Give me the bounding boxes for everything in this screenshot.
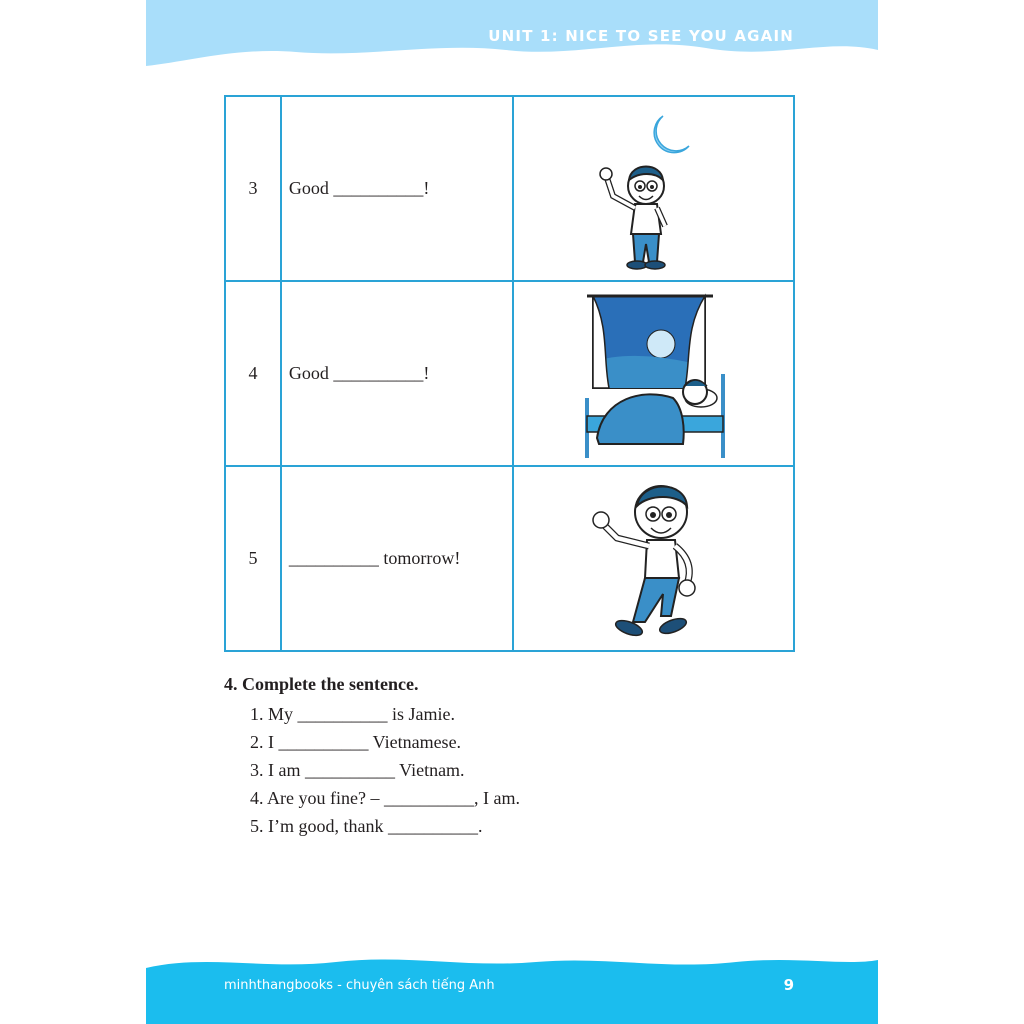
row-number: 4 [225,281,281,466]
table-row [225,466,794,651]
row-sentence: Good __________! [281,96,513,281]
publisher-footer: minhthangbooks - chuyên sách tiếng Anh [224,978,495,993]
book-page [146,0,878,1024]
list-item: 5. I’m good, thank __________. [250,816,483,836]
list-item: 4. Are you fine? – __________, I am. [250,788,520,808]
page-number: 9 [783,976,794,994]
row-sentence: Good __________! [281,281,513,466]
unit-title: UNIT 1: NICE TO SEE YOU AGAIN [488,27,794,45]
exercise-list [250,700,520,840]
list-item: 3. I am __________ Vietnam. [250,760,465,780]
greetings-table [224,95,795,652]
row-picture [513,96,794,281]
table-row [225,96,794,281]
table-row [225,281,794,466]
row-number: 5 [225,466,281,651]
boy-walking-waving-icon [583,474,723,644]
exercise-title: 4. Complete the sentence. [224,674,419,694]
row-sentence: __________ tomorrow! [281,466,513,651]
boy-waving-at-night-icon [583,104,723,274]
boy-sleeping-in-bed-icon [573,288,733,460]
row-picture [513,466,794,651]
row-picture [513,281,794,466]
list-item: 1. My __________ is Jamie. [250,704,455,724]
list-item: 2. I __________ Vietnamese. [250,732,462,752]
row-number: 3 [225,96,281,281]
